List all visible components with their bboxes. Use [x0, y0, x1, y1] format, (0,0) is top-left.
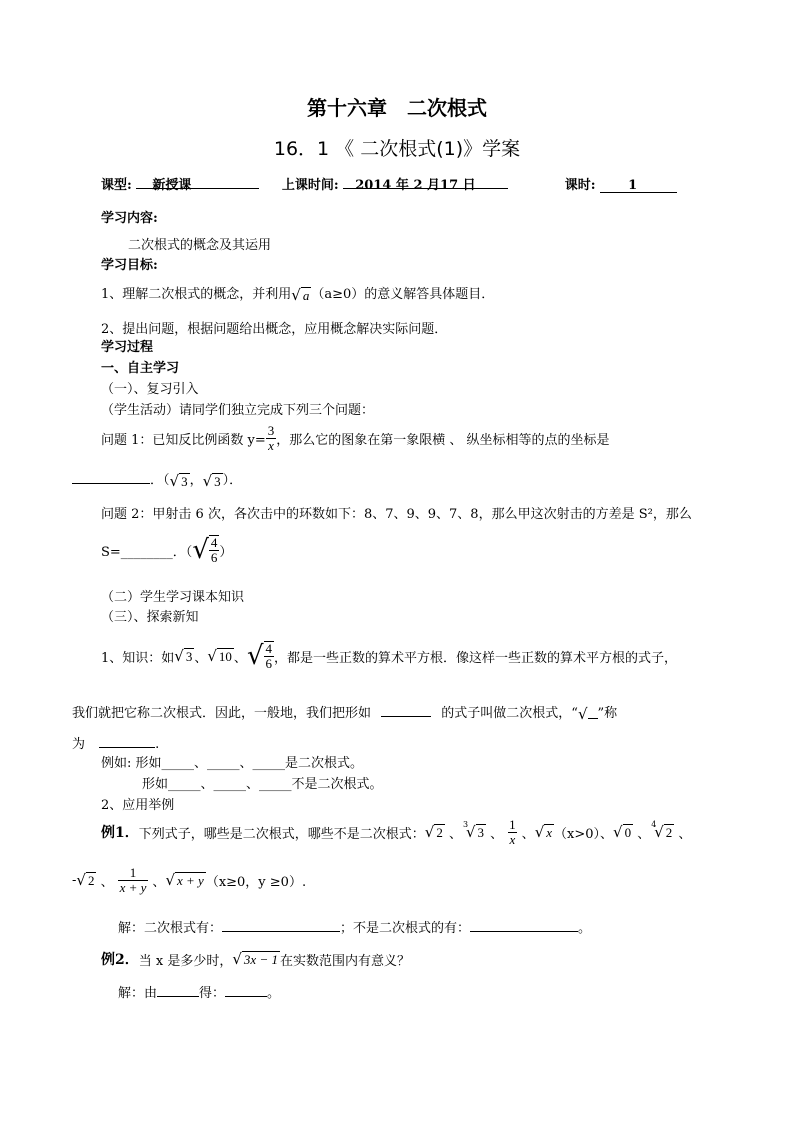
radicand: 2 [87, 873, 95, 888]
example-2-text-b: 在实数范围内有意义？ [279, 953, 410, 969]
example-1-line-2-condition: （x≥0，y ≥0）. [205, 874, 307, 890]
radical-sign-icon: √ [613, 823, 623, 841]
fraction-1-over-x [507, 818, 518, 847]
non-radicals-answer-blank [470, 917, 578, 932]
radical-sign-icon: √ [165, 871, 175, 889]
fraction-numerator: 4 [265, 641, 273, 656]
radical-sign-icon: √ [192, 535, 209, 565]
k1-sep-1: 、 [194, 650, 208, 666]
example-1-line-2: - √ 2 、 $\frac{1}{x + y}$ 、 √ x + y （x≥0，y ≥0）. [72, 864, 307, 895]
student-activity: （学生活动）请同学们独立完成下列三个问题： [101, 403, 375, 418]
radicand: 10 [218, 649, 232, 664]
k2-text-c: ”称 [597, 706, 618, 721]
sqrt-2-expr [425, 823, 445, 841]
example-2-text-a: 当 x 是多少时， [138, 953, 233, 969]
knowledge-line-2 [72, 702, 617, 723]
course-type-value: 新授课 [152, 178, 192, 193]
class-time-label: 上课时间: [281, 178, 339, 193]
goal-2: 2、提出问题，根据问题给出概念，应用概念解决实际问题． [101, 322, 448, 337]
k3-text: 为 [72, 737, 86, 752]
radical-sign-icon: √ [174, 647, 184, 665]
fraction-numerator: 4 [210, 535, 218, 550]
fraction-denominator: 6 [265, 656, 273, 671]
sqrt-0-expr [613, 823, 633, 841]
ex1-sol-text-c: 。 [578, 921, 592, 936]
course-type-label: 课型: [101, 178, 132, 193]
example-2-solution [118, 982, 280, 1001]
ex2-sol-text-c: 。 [267, 986, 281, 1001]
example-1-label: 例1． [101, 825, 139, 841]
goal-1-text-b: （a≥0）的意义解答具体题目． [311, 287, 495, 302]
sqrt-x-plus-y-expr [165, 871, 205, 889]
q2-text-b: S=________．（ [101, 544, 193, 560]
knowledge-line-3 [72, 733, 159, 752]
course-type-field [136, 174, 259, 193]
example-1-text: 下列式子，哪些是二次根式，哪些不是二次根式： [138, 826, 425, 842]
goals-heading: 学习目标: [101, 258, 158, 273]
radical-sign-icon: √ [424, 823, 435, 841]
k1-text-a: 1、知识：如 [101, 650, 175, 666]
q1-text-a: 问题 1：已知反比例函数 y= [101, 432, 266, 448]
radical-sign-icon: √ [534, 823, 545, 841]
part1-explore: （三）、探索新知 [101, 610, 199, 625]
definition-blank [381, 702, 431, 717]
radical-sign-icon: √ [207, 647, 217, 665]
question-1 [101, 420, 610, 456]
k1-sep-2: 、 [233, 650, 247, 666]
fraction-denominator: x [268, 437, 274, 453]
sqrt-3-expr [174, 647, 194, 665]
radical-sign-icon: √ [76, 871, 86, 889]
part1-review: （一）、复习引入 [101, 382, 199, 397]
knowledge-line-1 [101, 636, 677, 676]
radical-sign-icon: √ [232, 950, 242, 968]
part1-textbook: （二）学生学习课本知识 [101, 590, 245, 605]
q1-blank [72, 469, 150, 484]
sqrt-3-expr [170, 472, 190, 490]
example-2-label: 例2． [101, 952, 139, 968]
fraction-1-over-x-plus-y [118, 866, 149, 895]
goal-1 [101, 283, 494, 304]
sqrt-4-over-6-expr [247, 641, 274, 671]
radicand: x + y [177, 873, 204, 888]
class-time-value: 2014 年 2 月17 日 [355, 178, 476, 193]
fraction-3-over-x [266, 424, 277, 453]
info-line [101, 174, 677, 193]
q2-answer [101, 532, 232, 568]
ex2-sol-text-b: 得： [199, 986, 226, 1001]
radicand: a [302, 287, 310, 303]
example-1-condition: （x>0）、 [554, 826, 614, 842]
radical-sign-icon: √ [577, 704, 588, 723]
fraction-numerator: 1 [129, 864, 137, 880]
question-2: 问题 2：甲射击 6 次，各次击中的环数如下：8、7、9、9、7、8，那么甲这次射击的方差是 S²，那么 [101, 507, 692, 522]
radical-sign-icon: √ [291, 285, 301, 304]
fraction-numerator: 3 [267, 422, 275, 438]
part2-heading: 2、应用举例 [101, 798, 175, 813]
minus-sign: - [72, 872, 77, 888]
q1-ans-b: ）． [222, 473, 243, 488]
periods-value: 1 [628, 178, 638, 193]
result-blank [225, 982, 267, 997]
q1-answer [72, 469, 242, 490]
ex2-sol-text-a: 解：由 [118, 986, 158, 1001]
radical-sign-icon: √ [202, 471, 213, 490]
radicals-answer-blank [222, 917, 340, 932]
periods-label: 课时: [564, 178, 596, 193]
lesson-subtitle: 16．1 《 二次根式(1)》学案 [273, 138, 521, 160]
example-is-radical: 例如: 形如_____、_____、_____是二次根式。 [101, 756, 364, 771]
content-text: 二次根式的概念及其运用 [128, 238, 272, 253]
sqrt-2-expr [76, 871, 96, 889]
radicand: 2 [665, 825, 673, 840]
fraction-denominator: 6 [210, 550, 218, 565]
fraction-4-over-6 [209, 535, 220, 565]
sqrt-3-expr [203, 472, 223, 490]
radicand-empty [588, 718, 598, 719]
fraction-denominator: x + y [119, 879, 147, 895]
example-1-solution [118, 917, 591, 936]
k1-text-b: ，都是一些正数的算术平方根．像这样一些正数的算术平方根的式子， [274, 650, 678, 666]
goal-1-text-a: 1、理解二次根式的概念，并利用 [101, 287, 292, 302]
root-index: 3 [462, 820, 469, 829]
periods-field [600, 178, 677, 193]
k3-end: . [155, 737, 160, 752]
q1-ans-sep: ， [189, 473, 203, 488]
sqrt-4-over-6-expr [192, 535, 219, 565]
ex1-sol-text-a: 解：二次根式有： [118, 921, 223, 936]
k2-text-b: 的式子叫做二次根式，“ [441, 706, 578, 721]
q1-text-b: ，那么它的图象在第一象限横 、 纵坐标相等的点的坐标是 [276, 432, 610, 448]
condition-blank [157, 982, 199, 997]
content-heading: 学习内容: [101, 211, 158, 226]
root-index: 4 [651, 820, 657, 829]
sqrt-x-expr [535, 823, 554, 841]
radicand: 2 [436, 825, 443, 840]
k2-text-a: 我们就把它称二次根式．因此，一般地，我们把形如 [72, 706, 372, 721]
fraction-denominator: x [509, 831, 516, 847]
radicand: 3 [477, 825, 485, 840]
radicand: 3 [214, 473, 221, 489]
name-blank [99, 733, 155, 748]
radical-sign-icon: √ [246, 641, 264, 671]
fraction-4-over-6 [264, 641, 275, 671]
example-2 [101, 946, 410, 972]
class-time-field [343, 174, 508, 193]
radicand: 0 [624, 825, 632, 840]
process-heading: 学习过程 [101, 340, 154, 355]
sqrt-a-expr [291, 286, 311, 304]
radical-sign-icon: √ [169, 471, 180, 490]
fraction-numerator: 1 [509, 816, 516, 832]
example-1-line-1: 例1． 下列式子，哪些是二次根式，哪些不是二次根式： √ 2 、 3 √ 3 、 $\frac{1}{x}$ 、 √ x （x>0）、 √ 0 、 4 √ 2 、 [101, 816, 692, 847]
radicand: 3x − 1 [243, 952, 278, 967]
sqrt-3x-minus-1-expr [232, 950, 280, 968]
ex1-sol-text-b: ；不是二次根式的有： [340, 921, 471, 936]
sqrt-10-expr [207, 647, 234, 665]
radicand: x [546, 825, 553, 840]
example-not-radical: 形如_____、_____、_____不是二次根式。 [142, 777, 383, 792]
radical-sign-icon: √ [465, 823, 476, 841]
radicand: 3 [181, 473, 188, 489]
chapter-title: 第十六章 二次根式 [307, 96, 487, 120]
radical-symbol-expr [578, 705, 598, 723]
fourth-root-2-expr [651, 820, 674, 841]
part1-heading: 一、自主学习 [101, 361, 180, 376]
cube-root-3-expr [462, 820, 486, 841]
q1-ans-a: ．（ [150, 473, 170, 488]
q2-text-c: ） [219, 544, 233, 560]
radicand: 3 [185, 649, 193, 664]
radical-sign-icon: √ [654, 823, 664, 841]
